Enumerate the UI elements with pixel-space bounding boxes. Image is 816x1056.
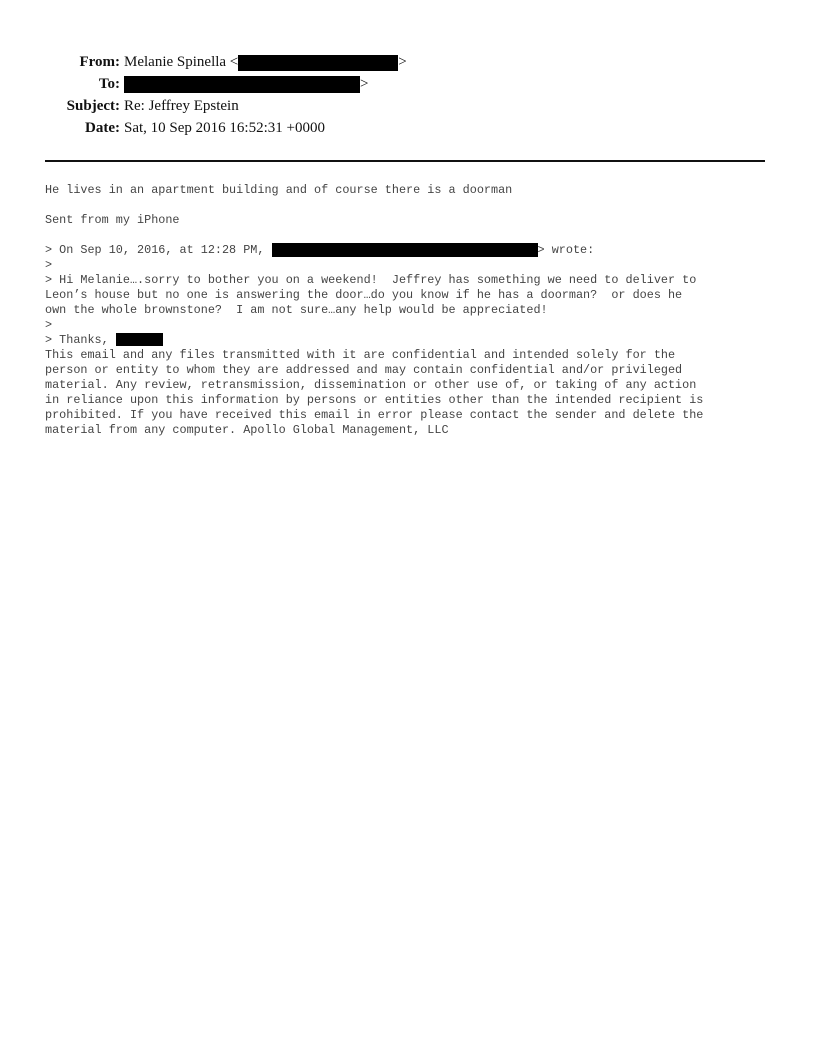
quote-suffix: > wrote:	[537, 243, 595, 258]
disclaimer-line: prohibited. If you have received this email in error please contact the sender and delete the	[45, 408, 704, 422]
to-label: To:	[98, 76, 120, 92]
redaction-block	[238, 55, 398, 71]
from-name: Melanie Spinella <	[124, 54, 239, 70]
redaction-block	[116, 333, 163, 346]
subject-label: Subject:	[66, 98, 120, 114]
disclaimer-line: material. Any review, retransmission, dissemination or other use of, or taking of any action	[45, 378, 697, 392]
quoted-line: own the whole brownstone? I am not sure…any help would be appreciated!	[45, 303, 548, 317]
to-close: >	[360, 76, 369, 92]
quote-attribution	[45, 243, 785, 258]
thanks-text: > Thanks,	[45, 333, 116, 347]
quoted-line: Leon’s house but no one is answering the door…do you know if he has a doorman? or does he	[45, 288, 683, 302]
header-divider	[45, 160, 765, 162]
disclaimer-line: This email and any files transmitted with it are confidential and intended solely for the	[45, 348, 676, 362]
quoted-line: > Hi Melanie….sorry to bother you on a weekend! Jeffrey has something we need to deliver to	[45, 273, 697, 287]
quote-thanks	[45, 333, 785, 348]
disclaimer-line: in reliance upon this information by persons or entities other than the intended recipient is	[45, 393, 704, 407]
quote-prefix: > On Sep 10, 2016, at 12:28 PM,	[45, 243, 272, 258]
disclaimer-line: person or entity to whom they are addressed and may contain confidential and/or privileged	[45, 363, 683, 377]
from-label: From:	[79, 54, 120, 70]
from-close: >	[398, 54, 407, 70]
from-value	[124, 52, 407, 72]
redaction-block	[272, 243, 538, 257]
subject-value: Re: Jeffrey Epstein	[124, 98, 239, 114]
disclaimer-line: material from any computer. Apollo Global Management, LLC	[45, 423, 449, 437]
date-label: Date:	[85, 120, 120, 136]
quote-blank-line: >	[45, 258, 53, 272]
email-body	[45, 183, 785, 438]
date-value: Sat, 10 Sep 2016 16:52:31 +0000	[124, 120, 325, 136]
signature-text: Sent from my iPhone	[45, 213, 180, 227]
redaction-block	[124, 76, 360, 93]
to-value	[124, 74, 368, 94]
reply-text: He lives in an apartment building and of course there is a doorman	[45, 183, 513, 197]
quote-blank-line: >	[45, 318, 53, 332]
